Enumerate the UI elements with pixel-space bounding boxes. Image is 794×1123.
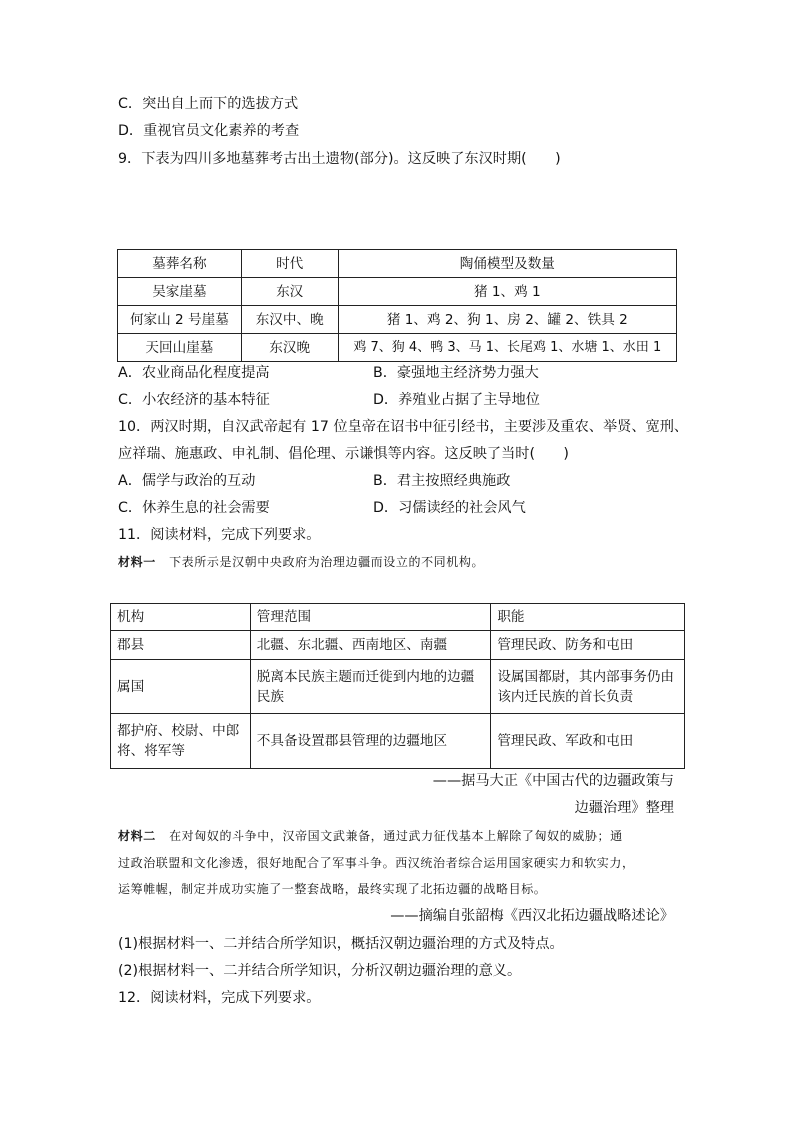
table-cell: 何家山 2 号崖墓: [118, 306, 242, 334]
q9-stem: 9．下表为四川多地墓葬考古出土遗物(部分)。这反映了东汉时期( ): [118, 151, 561, 167]
q12-stem: 12．阅读材料，完成下列要求。: [118, 990, 321, 1006]
table-row: [118, 306, 677, 334]
table-row: [111, 660, 685, 714]
cell-line: 脱离本民族主题而迁徙到内地的边疆: [256, 668, 475, 685]
table-header-cell: 机构: [111, 604, 251, 631]
q11-requirement-2: (2)根据材料一、二并结合所学知识，分析汉朝边疆治理的意义。: [118, 963, 522, 979]
table-cell: 天回山崖墓: [118, 334, 242, 362]
table-header-row: [111, 604, 685, 631]
q10-option-c: C．休养生息的社会需要: [118, 500, 270, 516]
q10-option-b: B．君主按照经典施政: [373, 473, 511, 489]
q10-option-d: D．习儒读经的社会风气: [373, 500, 526, 516]
table-header-cell: 墓葬名称: [118, 250, 242, 278]
q10-stem-line1: 10．两汉时期，自汉武帝起有 17 位皇帝在诏书中征引经书，主要涉及重农、举贤、宽刑、: [118, 419, 689, 435]
table-cell: 猪 1、鸡 1: [338, 278, 676, 306]
q9-option-b: B．豪强地主经济势力强大: [373, 365, 539, 381]
q8-option-c: C．突出自上而下的选拔方式: [118, 96, 299, 112]
table-row: [111, 631, 685, 660]
q8-option-d: D．重视官员文化素养的考查: [118, 123, 300, 139]
table-cell: 北疆、东北疆、西南地区、南疆: [250, 631, 491, 660]
cell-line: 民族: [256, 688, 284, 705]
material1-text: 下表所示是汉朝中央政府为治理边疆而设立的不同机构。: [169, 555, 485, 569]
source1-line1: ——据马大正《中国古代的边疆政策与: [432, 773, 674, 789]
table-header-cell: 时代: [241, 250, 338, 278]
table-cell: 东汉晚: [241, 334, 338, 362]
q11-material2-line1: [118, 826, 623, 846]
material1-label: 材料一: [118, 555, 156, 569]
table-cell: [491, 660, 685, 714]
table-cell: 吴家崖墓: [118, 278, 242, 306]
table-cell: [111, 714, 251, 769]
q9-option-a: A．农业商品化程度提高: [118, 365, 270, 381]
table-row: [118, 278, 677, 306]
q11-requirement-1: (1)根据材料一、二并结合所学知识，概括汉朝边疆治理的方式及特点。: [118, 936, 564, 952]
table-cell: 猪 1、鸡 2、狗 1、房 2、罐 2、铁具 2: [338, 306, 676, 334]
table-cell: 管理民政、军政和屯田: [491, 714, 685, 769]
source1-line2: 边疆治理》整理: [574, 800, 674, 816]
q9-tomb-table: [117, 249, 677, 362]
table-cell: 鸡 7、狗 4、鸭 3、马 1、长尾鸡 1、水塘 1、水田 1: [338, 334, 676, 362]
q9-option-c: C．小农经济的基本特征: [118, 392, 270, 408]
table-cell: 东汉: [241, 278, 338, 306]
table-cell: 不具备设置郡县管理的边疆地区: [250, 714, 491, 769]
table-cell: 管理民政、防务和屯田: [491, 631, 685, 660]
material2-text-line1: 在对匈奴的斗争中，汉帝国文武兼备，通过武力征伐基本上解除了匈奴的威胁；通: [169, 829, 623, 843]
cell-line: 都护府、校尉、中郎: [117, 723, 240, 739]
cell-line: 将、将军等: [117, 743, 185, 759]
q11-material2-line2: 过政治联盟和文化渗透，很好地配合了军事斗争。西汉统治者综合运用国家硬实力和软实力，: [118, 856, 635, 870]
table-header-row: [118, 250, 677, 278]
q11-material1: [118, 552, 484, 572]
q11-institution-table: [110, 603, 685, 769]
table-row: [118, 334, 677, 362]
table-header-cell: 职能: [491, 604, 685, 631]
table-cell: 属国: [111, 660, 251, 714]
q11-material2-line3: 运筹帷幄，制定并成功实施了一整套战略，最终实现了北拓边疆的战略目标。: [118, 882, 547, 896]
table-cell: 东汉中、晚: [241, 306, 338, 334]
q10-stem-line2: 应祥瑞、施惠政、申礼制、倡伦理、示谦惧等内容。这反映了当时( ): [118, 446, 569, 462]
table-header-cell: 管理范围: [250, 604, 491, 631]
cell-line: 设属国都尉，其内部事务仍由: [497, 668, 675, 685]
table-row: [111, 714, 685, 769]
material2-label: 材料二: [118, 829, 156, 843]
q11-stem: 11．阅读材料，完成下列要求。: [118, 527, 321, 543]
cell-line: 该内迁民族的首长负责: [497, 688, 634, 705]
q10-option-a: A．儒学与政治的互动: [118, 473, 256, 489]
table-cell: 郡县: [111, 631, 251, 660]
table-header-cell: 陶俑模型及数量: [338, 250, 676, 278]
source2: ——摘编自张韶梅《西汉北拓边疆战略述论》: [390, 908, 674, 924]
q9-option-d: D．养殖业占据了主导地位: [373, 392, 540, 408]
table-cell: [250, 660, 491, 714]
